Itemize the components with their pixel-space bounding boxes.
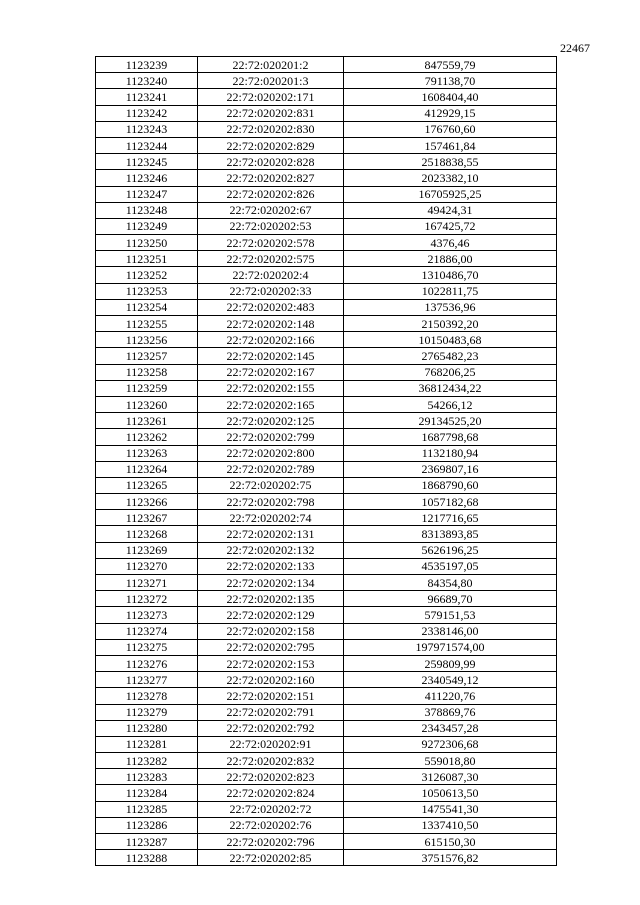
cadastral-number-cell: 22:72:020202:145 [198, 348, 344, 364]
table-row [96, 623, 557, 639]
cadastral-number-cell: 22:72:020202:799 [198, 429, 344, 445]
table-row [96, 720, 557, 736]
page-number: 22467 [560, 41, 590, 55]
row-number-cell: 1123285 [96, 801, 198, 817]
value-cell: 559018,80 [344, 753, 557, 769]
table-row [96, 655, 557, 671]
value-cell: 29134525,20 [344, 413, 557, 429]
value-cell: 1310486,70 [344, 267, 557, 283]
row-number-cell: 1123275 [96, 639, 198, 655]
value-cell: 378869,76 [344, 704, 557, 720]
value-cell: 791138,70 [344, 73, 557, 89]
value-cell: 5626196,25 [344, 542, 557, 558]
cadastral-number-cell: 22:72:020202:75 [198, 477, 344, 493]
row-number-cell: 1123252 [96, 267, 198, 283]
table-row [96, 202, 557, 218]
cadastral-number-cell: 22:72:020202:76 [198, 817, 344, 833]
row-number-cell: 1123276 [96, 655, 198, 671]
row-number-cell: 1123274 [96, 623, 198, 639]
value-cell: 2150392,20 [344, 316, 557, 332]
cadastral-number-cell: 22:72:020202:798 [198, 494, 344, 510]
row-number-cell: 1123245 [96, 154, 198, 170]
row-number-cell: 1123257 [96, 348, 198, 364]
row-number-cell: 1123258 [96, 364, 198, 380]
row-number-cell: 1123254 [96, 299, 198, 315]
cadastral-number-cell: 22:72:020202:125 [198, 413, 344, 429]
table-row [96, 542, 557, 558]
row-number-cell: 1123267 [96, 510, 198, 526]
table-row [96, 769, 557, 785]
cadastral-number-cell: 22:72:020202:792 [198, 720, 344, 736]
table-row [96, 186, 557, 202]
value-cell: 1475541,30 [344, 801, 557, 817]
row-number-cell: 1123287 [96, 834, 198, 850]
value-cell: 21886,00 [344, 251, 557, 267]
row-number-cell: 1123279 [96, 704, 198, 720]
registry-table [95, 56, 557, 866]
cadastral-number-cell: 22:72:020202:158 [198, 623, 344, 639]
table-row [96, 785, 557, 801]
table-row [96, 332, 557, 348]
row-number-cell: 1123277 [96, 672, 198, 688]
cadastral-number-cell: 22:72:020202:575 [198, 251, 344, 267]
table-row [96, 413, 557, 429]
cadastral-number-cell: 22:72:020202:826 [198, 186, 344, 202]
row-number-cell: 1123284 [96, 785, 198, 801]
value-cell: 16705925,25 [344, 186, 557, 202]
row-number-cell: 1123264 [96, 461, 198, 477]
row-number-cell: 1123255 [96, 316, 198, 332]
table-row [96, 251, 557, 267]
cadastral-number-cell: 22:72:020202:796 [198, 834, 344, 850]
value-cell: 8313893,85 [344, 526, 557, 542]
cadastral-number-cell: 22:72:020202:827 [198, 170, 344, 186]
value-cell: 1217716,65 [344, 510, 557, 526]
value-cell: 768206,25 [344, 364, 557, 380]
value-cell: 2765482,23 [344, 348, 557, 364]
row-number-cell: 1123260 [96, 396, 198, 412]
row-number-cell: 1123266 [96, 494, 198, 510]
cadastral-number-cell: 22:72:020202:132 [198, 542, 344, 558]
row-number-cell: 1123256 [96, 332, 198, 348]
row-number-cell: 1123278 [96, 688, 198, 704]
table-row [96, 396, 557, 412]
table-row [96, 57, 557, 73]
value-cell: 4535197,05 [344, 558, 557, 574]
cadastral-number-cell: 22:72:020202:829 [198, 137, 344, 153]
cadastral-number-cell: 22:72:020202:135 [198, 591, 344, 607]
cadastral-number-cell: 22:72:020202:91 [198, 736, 344, 752]
table-row [96, 299, 557, 315]
table-row [96, 218, 557, 234]
cadastral-number-cell: 22:72:020202:483 [198, 299, 344, 315]
table-row [96, 105, 557, 121]
table-row [96, 672, 557, 688]
cadastral-number-cell: 22:72:020202:53 [198, 218, 344, 234]
table-body [96, 57, 557, 866]
table-row [96, 364, 557, 380]
row-number-cell: 1123268 [96, 526, 198, 542]
value-cell: 2343457,28 [344, 720, 557, 736]
table-row [96, 445, 557, 461]
row-number-cell: 1123280 [96, 720, 198, 736]
value-cell: 2023382,10 [344, 170, 557, 186]
row-number-cell: 1123259 [96, 380, 198, 396]
cadastral-number-cell: 22:72:020202:133 [198, 558, 344, 574]
row-number-cell: 1123269 [96, 542, 198, 558]
table-row [96, 688, 557, 704]
cadastral-number-cell: 22:72:020202:823 [198, 769, 344, 785]
row-number-cell: 1123244 [96, 137, 198, 153]
table-row [96, 283, 557, 299]
table-row [96, 558, 557, 574]
row-number-cell: 1123271 [96, 575, 198, 591]
value-cell: 579151,53 [344, 607, 557, 623]
value-cell: 1687798,68 [344, 429, 557, 445]
cadastral-number-cell: 22:72:020202:165 [198, 396, 344, 412]
table-row [96, 575, 557, 591]
table-row [96, 267, 557, 283]
value-cell: 847559,79 [344, 57, 557, 73]
table-row [96, 736, 557, 752]
table-row [96, 429, 557, 445]
value-cell: 49424,31 [344, 202, 557, 218]
value-cell: 167425,72 [344, 218, 557, 234]
row-number-cell: 1123246 [96, 170, 198, 186]
table-row [96, 704, 557, 720]
value-cell: 615150,30 [344, 834, 557, 850]
row-number-cell: 1123243 [96, 121, 198, 137]
row-number-cell: 1123283 [96, 769, 198, 785]
value-cell: 3126087,30 [344, 769, 557, 785]
row-number-cell: 1123240 [96, 73, 198, 89]
cadastral-number-cell: 22:72:020202:67 [198, 202, 344, 218]
row-number-cell: 1123281 [96, 736, 198, 752]
row-number-cell: 1123262 [96, 429, 198, 445]
table-row [96, 348, 557, 364]
cadastral-number-cell: 22:72:020202:832 [198, 753, 344, 769]
cadastral-number-cell: 22:72:020202:789 [198, 461, 344, 477]
row-number-cell: 1123270 [96, 558, 198, 574]
table-row [96, 591, 557, 607]
cadastral-number-cell: 22:72:020202:578 [198, 235, 344, 251]
table-row [96, 850, 557, 866]
cadastral-number-cell: 22:72:020202:72 [198, 801, 344, 817]
value-cell: 1022811,75 [344, 283, 557, 299]
value-cell: 1057182,68 [344, 494, 557, 510]
table-row [96, 753, 557, 769]
value-cell: 1868790,60 [344, 477, 557, 493]
cadastral-number-cell: 22:72:020202:800 [198, 445, 344, 461]
table-row [96, 154, 557, 170]
table-row [96, 526, 557, 542]
cadastral-number-cell: 22:72:020201:3 [198, 73, 344, 89]
value-cell: 2369807,16 [344, 461, 557, 477]
table-row [96, 235, 557, 251]
cadastral-number-cell: 22:72:020202:33 [198, 283, 344, 299]
cadastral-number-cell: 22:72:020202:74 [198, 510, 344, 526]
value-cell: 10150483,68 [344, 332, 557, 348]
row-number-cell: 1123263 [96, 445, 198, 461]
cadastral-number-cell: 22:72:020202:153 [198, 655, 344, 671]
cadastral-number-cell: 22:72:020202:830 [198, 121, 344, 137]
value-cell: 1132180,94 [344, 445, 557, 461]
cadastral-number-cell: 22:72:020202:160 [198, 672, 344, 688]
value-cell: 3751576,82 [344, 850, 557, 866]
cadastral-number-cell: 22:72:020202:134 [198, 575, 344, 591]
value-cell: 411220,76 [344, 688, 557, 704]
value-cell: 96689,70 [344, 591, 557, 607]
value-cell: 137536,96 [344, 299, 557, 315]
table-row [96, 461, 557, 477]
row-number-cell: 1123250 [96, 235, 198, 251]
table-row [96, 639, 557, 655]
value-cell: 2338146,00 [344, 623, 557, 639]
table-row [96, 73, 557, 89]
cadastral-number-cell: 22:72:020202:151 [198, 688, 344, 704]
cadastral-number-cell: 22:72:020202:4 [198, 267, 344, 283]
table-row [96, 121, 557, 137]
cadastral-number-cell: 22:72:020202:166 [198, 332, 344, 348]
value-cell: 84354,80 [344, 575, 557, 591]
value-cell: 54266,12 [344, 396, 557, 412]
value-cell: 259809,99 [344, 655, 557, 671]
value-cell: 36812434,22 [344, 380, 557, 396]
row-number-cell: 1123282 [96, 753, 198, 769]
row-number-cell: 1123273 [96, 607, 198, 623]
value-cell: 1337410,50 [344, 817, 557, 833]
table-row [96, 477, 557, 493]
cadastral-number-cell: 22:72:020201:2 [198, 57, 344, 73]
value-cell: 197971574,00 [344, 639, 557, 655]
value-cell: 1608404,40 [344, 89, 557, 105]
row-number-cell: 1123286 [96, 817, 198, 833]
table-row [96, 801, 557, 817]
row-number-cell: 1123241 [96, 89, 198, 105]
table-row [96, 510, 557, 526]
table-row [96, 316, 557, 332]
row-number-cell: 1123265 [96, 477, 198, 493]
cadastral-number-cell: 22:72:020202:171 [198, 89, 344, 105]
cadastral-number-cell: 22:72:020202:828 [198, 154, 344, 170]
cadastral-number-cell: 22:72:020202:131 [198, 526, 344, 542]
cadastral-number-cell: 22:72:020202:148 [198, 316, 344, 332]
row-number-cell: 1123288 [96, 850, 198, 866]
cadastral-number-cell: 22:72:020202:831 [198, 105, 344, 121]
value-cell: 9272306,68 [344, 736, 557, 752]
row-number-cell: 1123239 [96, 57, 198, 73]
value-cell: 1050613,50 [344, 785, 557, 801]
row-number-cell: 1123242 [96, 105, 198, 121]
value-cell: 412929,15 [344, 105, 557, 121]
row-number-cell: 1123253 [96, 283, 198, 299]
cadastral-number-cell: 22:72:020202:129 [198, 607, 344, 623]
cadastral-number-cell: 22:72:020202:85 [198, 850, 344, 866]
table-row [96, 380, 557, 396]
cadastral-number-cell: 22:72:020202:155 [198, 380, 344, 396]
value-cell: 157461,84 [344, 137, 557, 153]
value-cell: 2340549,12 [344, 672, 557, 688]
value-cell: 176760,60 [344, 121, 557, 137]
row-number-cell: 1123272 [96, 591, 198, 607]
row-number-cell: 1123247 [96, 186, 198, 202]
table-row [96, 817, 557, 833]
row-number-cell: 1123261 [96, 413, 198, 429]
table-row [96, 137, 557, 153]
cadastral-number-cell: 22:72:020202:824 [198, 785, 344, 801]
table-row [96, 834, 557, 850]
table-row [96, 494, 557, 510]
cadastral-number-cell: 22:72:020202:791 [198, 704, 344, 720]
row-number-cell: 1123251 [96, 251, 198, 267]
cadastral-number-cell: 22:72:020202:167 [198, 364, 344, 380]
table-row [96, 607, 557, 623]
table-row [96, 89, 557, 105]
row-number-cell: 1123249 [96, 218, 198, 234]
value-cell: 2518838,55 [344, 154, 557, 170]
table-row [96, 170, 557, 186]
cadastral-number-cell: 22:72:020202:795 [198, 639, 344, 655]
row-number-cell: 1123248 [96, 202, 198, 218]
value-cell: 4376,46 [344, 235, 557, 251]
